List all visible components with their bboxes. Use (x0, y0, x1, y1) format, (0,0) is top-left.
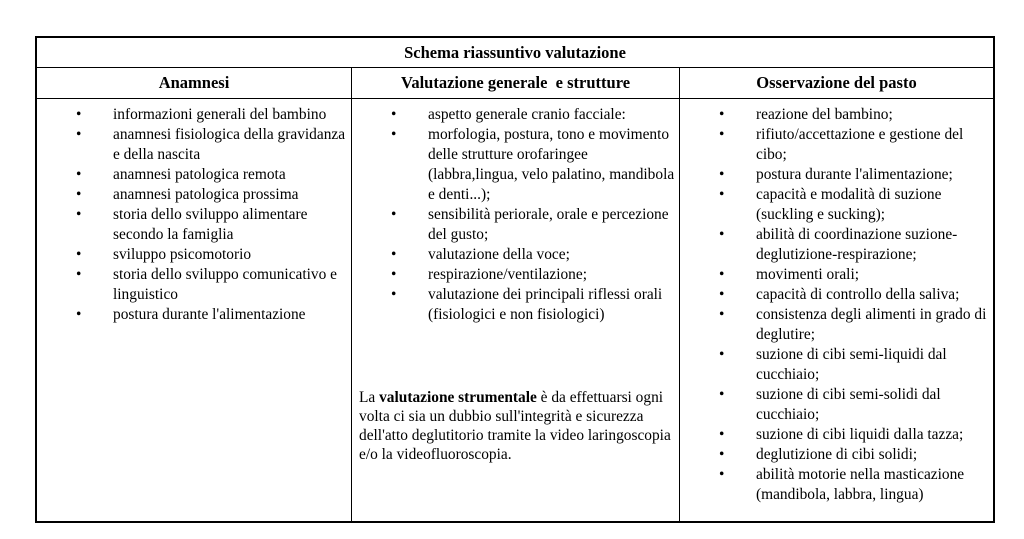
column-anamnesi (37, 99, 352, 521)
table-body-row (37, 99, 993, 521)
column-header-anamnesi: Anamnesi (37, 68, 352, 98)
list-item: • valutazione dei principali riflessi orali (fisiologici e non fisiologici) (352, 285, 679, 325)
list-item: • morfologia, postura, tono e movimento delle strutture orofaringee (labbra,lingua, velo palatino, mandibola e denti...); (352, 125, 679, 205)
list-item: • postura durante l'alimentazione; (680, 165, 993, 185)
list-item: • suzione di cibi semi-solidi dal cucchiaio; (680, 385, 993, 425)
list-item: • anamnesi patologica remota (37, 165, 351, 185)
list-item: • consistenza degli alimenti in grado di deglutire; (680, 305, 993, 345)
valutazione-bullet-list (352, 105, 679, 325)
list-item: • anamnesi fisiologica della gravidanza e della nascita (37, 125, 351, 165)
schema-table (35, 36, 995, 523)
list-item: • capacità e modalità di suzione (suckling e sucking); (680, 185, 993, 225)
list-item: • suzione di cibi liquidi dalla tazza; (680, 425, 993, 445)
list-item: • postura durante l'alimentazione (37, 305, 351, 325)
list-item: • respirazione/ventilazione; (352, 265, 679, 285)
anamnesi-bullet-list (37, 105, 351, 325)
list-item: • valutazione della voce; (352, 245, 679, 265)
list-item: • storia dello sviluppo alimentare secondo la famiglia (37, 205, 351, 245)
list-item: • rifiuto/accettazione e gestione del cibo; (680, 125, 993, 165)
note-rest: è da effettuarsi ogni volta ci sia un dubbio sull'integrità e sicurezza dell'atto deglutitorio tramite la video laringoscopia e/o la videofluoroscopia. (359, 389, 671, 463)
column-header-osservazione-pasto: Osservazione del pasto (756, 73, 917, 92)
list-item: • abilità motorie nella masticazione (mandibola, labbra, lingua) (680, 465, 993, 505)
list-item: • abilità di coordinazione suzione-deglutizione-respirazione; (680, 225, 993, 265)
note-prefix: La (359, 389, 380, 406)
list-item: • reazione del bambino; (680, 105, 993, 125)
osservazione-bullet-list (680, 105, 993, 505)
list-item: • movimenti orali; (680, 265, 993, 285)
table-title: Schema riassuntivo valutazione (404, 42, 626, 62)
table-header-row (37, 68, 993, 99)
list-item: • informazioni generali del bambino (37, 105, 351, 125)
list-item: • aspetto generale cranio facciale: (352, 105, 679, 125)
list-item: • capacità di controllo della saliva; (680, 285, 993, 305)
column-header-valutazione-generale: Valutazione generale e strutture (352, 68, 680, 98)
column-valutazione-generale (352, 99, 680, 521)
column-osservazione-pasto (680, 99, 993, 521)
list-item: • storia dello sviluppo comunicativo e linguistico (37, 265, 351, 305)
list-item: • deglutizione di cibi solidi; (680, 445, 993, 465)
list-item: • anamnesi patologica prossima (37, 185, 351, 205)
list-item: • sensibilità periorale, orale e percezione del gusto; (352, 205, 679, 245)
list-item: • sviluppo psicomotorio (37, 245, 351, 265)
list-item: • suzione di cibi semi-liquidi dal cucchiaio; (680, 345, 993, 385)
table-title-row (37, 38, 993, 68)
note-bold-phrase: valutazione strumentale (379, 389, 537, 406)
instrumental-evaluation-note (359, 388, 673, 464)
